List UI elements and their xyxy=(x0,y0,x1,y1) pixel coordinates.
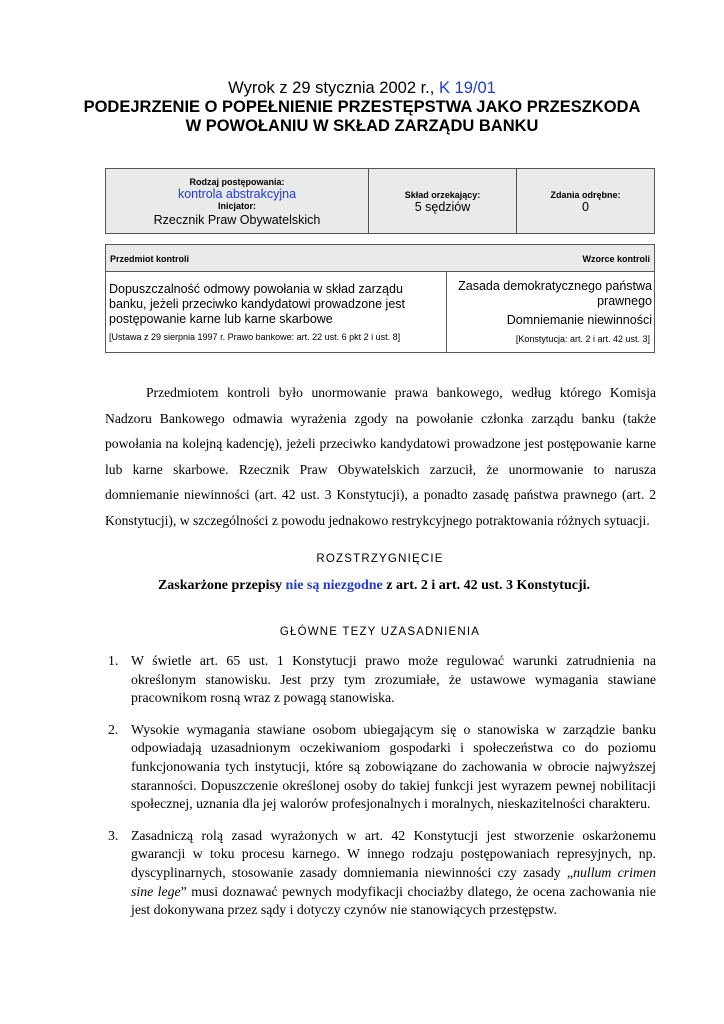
control-table xyxy=(105,244,655,353)
case-number-link[interactable]: K 19/01 xyxy=(438,79,496,97)
subject-header: Przedmiot kontroli xyxy=(110,254,190,264)
judgment-subject-line-1: PODEJRZENIE O POPEŁNIENIE PRZESTĘPSTWA JAKO PRZESZKODA xyxy=(83,98,641,116)
column-divider xyxy=(446,271,447,352)
pattern-presumption-innocence: Domniemanie niewinności xyxy=(506,313,652,327)
resolution-text xyxy=(0,578,724,594)
initiator-value: Rzecznik Praw Obywatelskich xyxy=(153,213,321,227)
thesis-text-part: ” musi doznawać pewnych modyfikacji chociażby dlatego, że ocena zachowania nie jest dokonywana przez sądy i dotyczy czynów nie stanowiących przestępstw. xyxy=(131,883,657,918)
thesis-text: W świetle art. 65 ust. 1 Konstytucji prawo może regulować warunki zatrudnienia na określonym stanowisku. Jest przy tym zrozumiałe, że ustawowe wymagania stawiane pracownikom rosną wraz z powagą stanowiska. xyxy=(131,653,656,706)
pattern-democratic-state: Zasada demokratycznego państwa prawnego xyxy=(458,279,652,308)
proceeding-type-value: kontrola abstrakcyjna xyxy=(177,187,297,201)
panel-label: Skład orzekający: xyxy=(404,190,481,200)
thesis-item xyxy=(108,652,656,708)
proceeding-type-label: Rodzaj postępowania: xyxy=(189,177,285,187)
theses-list xyxy=(108,652,656,933)
latin-maxim: nullum crimen sine lege xyxy=(131,864,656,899)
resolution-prefix: Zaskarżone przepisy xyxy=(157,578,286,593)
thesis-number: 3. xyxy=(108,827,119,843)
resolution-heading: ROZSTRZYGNIĘCIE xyxy=(316,553,444,565)
panel-cell xyxy=(369,169,517,233)
dissent-label: Zdania odrębne: xyxy=(550,190,621,200)
thesis-number: 1. xyxy=(108,653,119,668)
thesis-text xyxy=(131,828,656,917)
subject-reference: [Ustawa z 29 sierpnia 1997 r. Prawo bankowe: art. 22 ust. 6 pkt 2 i ust. 8] xyxy=(109,332,401,342)
case-info-table xyxy=(105,168,655,234)
intro-paragraph-text: Przedmiotem kontroli było unormowanie prawa bankowego, według którego Komisja Nadzoru Bankowego odmawia wyrażenia zgody na powołanie członka zarządu banku (także powołania na kolejną kadencję), jeżeli przeciwko kandydatowi prowadzone jest postępowanie karne lub karne skarbowe. Rzecznik Praw Obywatelskich zarzucił, że unormowanie to narusza domniemanie niewinności (art. 42 ust. 3 Konstytucji), a ponadto zasadę państwa prawnego (art. 2 Konstytucji), w szczególności z powodu jednakowo restrykcyjnego potraktowania różnych sytuacji. xyxy=(105,385,656,528)
panel-value: 5 sędziów xyxy=(414,200,471,214)
thesis-text: Wysokie wymagania stawiane osobom ubiegającym się o stanowiska w zarządzie banku odpowiadają uzasadnionym oczekiwaniom gospodarki i społeczeństwa co do poziomu funkcjonowania tych instytucji, które są zobowiązane do zachowania w obrocie najwyższej staranności. Dopuszczenie określonej osoby do takiej funkcji jest wyrazem pewnej nobilitacji społecznej, uznania dla jej walorów profesjonalnych i moralnych, nieskazitelności charakteru. xyxy=(131,721,656,812)
initiator-label: Inicjator: xyxy=(217,201,256,211)
theses-heading: GŁÓWNE TEZY UZASADNIENIA xyxy=(279,626,481,638)
thesis-number: 2. xyxy=(108,721,119,737)
dissent-cell xyxy=(517,169,654,233)
subject-text: Dopuszczalność odmowy powołania w skład zarządu banku, jeżeli przeciwko kandydatowi prowadzone jest postępowanie karne lub karne skarbowe xyxy=(109,282,405,326)
intro-paragraph xyxy=(105,380,656,533)
proceeding-cell xyxy=(106,169,369,233)
judgment-subject-line-2: W POWOŁANIU W SKŁAD ZARZĄDU BANKU xyxy=(185,117,539,135)
dissent-value: 0 xyxy=(582,200,589,214)
resolution-highlight: nie są niezgodne xyxy=(285,578,383,593)
judgment-title xyxy=(0,79,724,98)
thesis-item xyxy=(108,827,656,920)
patterns-header: Wzorce kontroli xyxy=(582,254,650,264)
thesis-item xyxy=(108,721,656,814)
thesis-text-part: Zasadniczą rolą zasad wyrażonych w art. 42 Konstytucji jest stworzenie oskarżonemu gwarancji w toku procesu karnego. W innego rodzaju postępowaniach represyjnych, np. dyscyplinarnych, stosowanie zasady domniemania niewinności czy zasady „ xyxy=(131,827,656,880)
patterns-list xyxy=(449,279,652,328)
pattern-reference: [Konstytucja: art. 2 i art. 42 ust. 3] xyxy=(515,334,650,344)
judgment-date: Wyrok z 29 stycznia 2002 r., xyxy=(228,79,439,97)
control-table-header xyxy=(106,245,654,272)
resolution-suffix: z art. 2 i art. 42 ust. 3 Konstytucji. xyxy=(382,578,591,593)
